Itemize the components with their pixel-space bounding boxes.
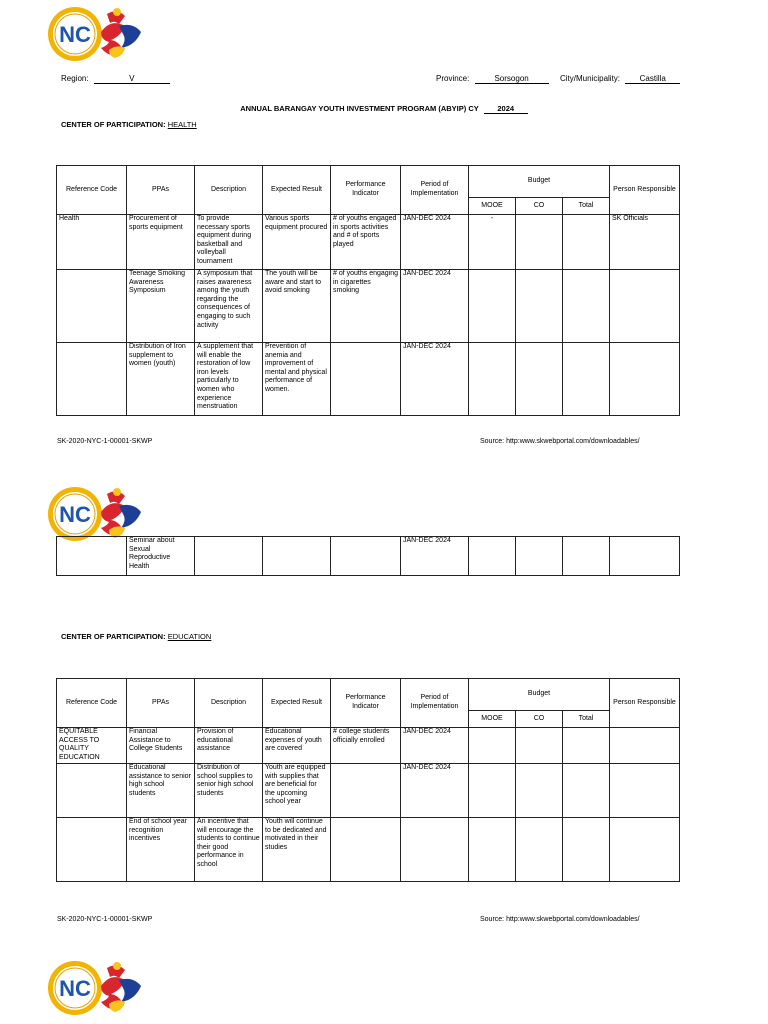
col-budget: Budget xyxy=(469,679,610,711)
cell-expected: Youth will continue to be dedicated and motivated in their studies xyxy=(263,818,331,882)
region-label: Region: xyxy=(61,74,89,83)
cop-label: CENTER OF PARTICIPATION: xyxy=(61,120,166,129)
region-field xyxy=(61,74,170,84)
cell-ppas: Teenage Smoking Awareness Symposium xyxy=(127,270,195,343)
cell-ref xyxy=(57,537,127,576)
cell-total xyxy=(563,537,610,576)
cell-total xyxy=(563,728,610,764)
cell-period: JAN-DEC 2024 xyxy=(401,270,469,343)
table-row xyxy=(57,728,680,764)
cell-ppas: Educational assistance to senior high school students xyxy=(127,764,195,818)
svg-text:NC: NC xyxy=(59,22,91,47)
center-of-participation-health xyxy=(61,120,197,129)
cell-indicator: # college students officially enrolled xyxy=(331,728,401,764)
col-reference-code: Reference Code xyxy=(57,679,127,728)
cell-ref: Health xyxy=(57,215,127,270)
cell-period xyxy=(401,818,469,882)
center-of-participation-education xyxy=(61,632,211,641)
table-row xyxy=(57,270,680,343)
cell-ref xyxy=(57,818,127,882)
cell-total xyxy=(563,818,610,882)
cop-value: HEALTH xyxy=(167,120,197,129)
cell-ref: EQUITABLE ACCESS TO QUALITY EDUCATION xyxy=(57,728,127,764)
cell-ref xyxy=(57,343,127,416)
table-row xyxy=(57,764,680,818)
cell-person: SK Officials xyxy=(610,215,680,270)
cell-ppas: Procurement of sports equipment xyxy=(127,215,195,270)
region-value: V xyxy=(94,74,170,84)
cell-person xyxy=(610,818,680,882)
table-row xyxy=(57,537,680,576)
cell-desc xyxy=(195,537,263,576)
col-period: Period of Implementation xyxy=(401,679,469,728)
cell-person xyxy=(610,728,680,764)
cell-indicator xyxy=(331,343,401,416)
cell-total xyxy=(563,343,610,416)
cell-ppas: Financial Assistance to College Students xyxy=(127,728,195,764)
cell-expected: Youth are equipped with supplies that are beneficial for the upcoming school year xyxy=(263,764,331,818)
cell-person xyxy=(610,343,680,416)
cell-desc: A symposium that raises awareness among the youth regarding the consequences of engaging to such activity xyxy=(195,270,263,343)
svg-text:NC: NC xyxy=(59,502,91,527)
cell-indicator: # of youths engaging in cigarettes smoking xyxy=(331,270,401,343)
cell-mooe xyxy=(469,764,516,818)
cell-expected: Educational expenses of youth are covered xyxy=(263,728,331,764)
document-title xyxy=(0,104,768,114)
cell-period: JAN-DEC 2024 xyxy=(401,537,469,576)
table-row xyxy=(57,215,680,270)
province-label: Province: xyxy=(436,74,470,83)
cell-period: JAN-DEC 2024 xyxy=(401,728,469,764)
cell-indicator xyxy=(331,764,401,818)
cell-ref xyxy=(57,270,127,343)
cell-co xyxy=(516,343,563,416)
cell-period: JAN-DEC 2024 xyxy=(401,215,469,270)
table-row xyxy=(57,343,680,416)
cell-co xyxy=(516,764,563,818)
col-co: CO xyxy=(516,711,563,728)
col-person-responsible: Person Responsible xyxy=(610,166,680,215)
cell-mooe: - xyxy=(469,215,516,270)
cell-expected xyxy=(263,537,331,576)
cell-indicator xyxy=(331,537,401,576)
col-budget: Budget xyxy=(469,166,610,198)
svg-text:NC: NC xyxy=(59,976,91,1001)
title-year: 2024 xyxy=(484,104,528,114)
cell-desc: Distribution of school supplies to senior high school students xyxy=(195,764,263,818)
col-total: Total xyxy=(563,198,610,215)
table-row xyxy=(57,818,680,882)
cell-ref xyxy=(57,764,127,818)
logo-group xyxy=(45,484,149,544)
cell-mooe xyxy=(469,728,516,764)
cell-co xyxy=(516,537,563,576)
logo-svg xyxy=(45,958,149,1018)
cell-total xyxy=(563,270,610,343)
cell-indicator xyxy=(331,818,401,882)
cop-value: EDUCATION xyxy=(167,632,212,641)
cell-desc: Provision of educational assistance xyxy=(195,728,263,764)
cell-co xyxy=(516,728,563,764)
col-description: Description xyxy=(195,166,263,215)
col-expected-result: Expected Result xyxy=(263,166,331,215)
cell-expected: Various sports equipment procured xyxy=(263,215,331,270)
cell-ppas: End of school year recognition incentives xyxy=(127,818,195,882)
col-mooe: MOOE xyxy=(469,198,516,215)
cell-co xyxy=(516,818,563,882)
col-reference-code: Reference Code xyxy=(57,166,127,215)
cell-expected: The youth will be aware and start to avoid smoking xyxy=(263,270,331,343)
footer-code: SK-2020-NYC-1-00001-SKWP xyxy=(57,916,153,923)
cell-period: JAN-DEC 2024 xyxy=(401,764,469,818)
health-continued-table xyxy=(56,536,680,576)
cell-person xyxy=(610,270,680,343)
cell-desc: A supplement that will enable the restoration of low iron levels particularly to women who experience menstruation xyxy=(195,343,263,416)
province-field xyxy=(436,74,549,84)
cell-person xyxy=(610,764,680,818)
cop-label: CENTER OF PARTICIPATION: xyxy=(61,632,166,641)
education-table xyxy=(56,678,680,882)
col-mooe: MOOE xyxy=(469,711,516,728)
cell-mooe xyxy=(469,818,516,882)
logo-group xyxy=(45,4,149,64)
title-text: ANNUAL BARANGAY YOUTH INVESTMENT PROGRAM (ABYIP) CY xyxy=(240,104,479,113)
cell-period: JAN-DEC 2024 xyxy=(401,343,469,416)
col-person-responsible: Person Responsible xyxy=(610,679,680,728)
col-period: Period of Implementation xyxy=(401,166,469,215)
cell-total xyxy=(563,764,610,818)
cell-mooe xyxy=(469,270,516,343)
col-expected-result: Expected Result xyxy=(263,679,331,728)
province-value: Sorsogon xyxy=(475,74,549,84)
cell-person xyxy=(610,537,680,576)
cell-mooe xyxy=(469,343,516,416)
footer-source: Source: http:www.skwebportal.com/downloadables/ xyxy=(480,916,640,923)
col-performance-indicator: Performance Indicator xyxy=(331,166,401,215)
footer-code: SK-2020-NYC-1-00001-SKWP xyxy=(57,438,153,445)
health-table xyxy=(56,165,680,416)
col-performance-indicator: Performance Indicator xyxy=(331,679,401,728)
cell-indicator: # of youths engaged in sports activities and # of sports played xyxy=(331,215,401,270)
city-field xyxy=(560,74,680,84)
cell-desc: An incentive that will encourage the students to continue their good performance in school xyxy=(195,818,263,882)
cell-expected: Prevention of anemia and improvement of mental and physical performance of women. xyxy=(263,343,331,416)
logo-svg xyxy=(45,484,149,544)
col-ppas: PPAs xyxy=(127,166,195,215)
cell-mooe xyxy=(469,537,516,576)
cell-co xyxy=(516,270,563,343)
col-ppas: PPAs xyxy=(127,679,195,728)
city-label: City/Municipality: xyxy=(560,74,621,83)
logo-group xyxy=(45,958,149,1018)
cell-co xyxy=(516,215,563,270)
cell-desc: To provide necessary sports equipment during basketball and volleyball tournament xyxy=(195,215,263,270)
cell-ppas: Seminar about Sexual Reproductive Health xyxy=(127,537,195,576)
logo-svg xyxy=(45,4,149,64)
city-value: Castilla xyxy=(625,74,680,84)
col-description: Description xyxy=(195,679,263,728)
col-total: Total xyxy=(563,711,610,728)
cell-ppas: Distribution of Iron supplement to women (youth) xyxy=(127,343,195,416)
cell-total xyxy=(563,215,610,270)
col-co: CO xyxy=(516,198,563,215)
footer-source: Source: http:www.skwebportal.com/downloadables/ xyxy=(480,438,640,445)
